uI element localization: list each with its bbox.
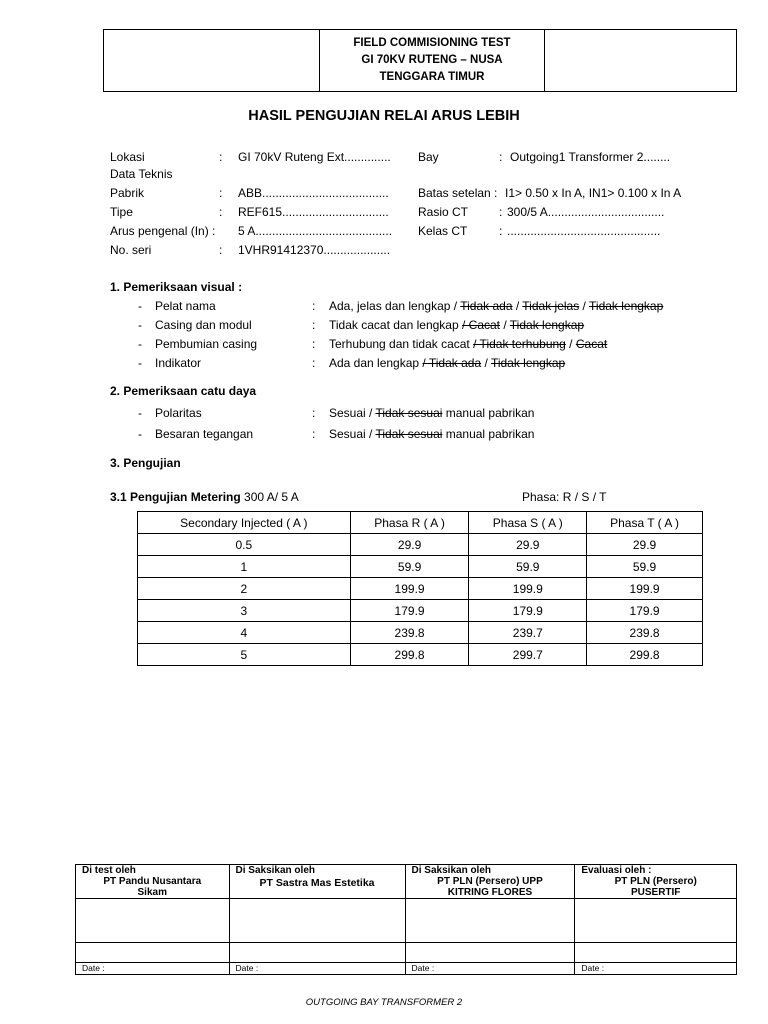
colon: : [499,205,503,219]
colon: : [219,186,223,200]
rasio-value: 300/5 A................................... [507,205,665,219]
signatory-org: PT PLN (Persero) UPP [437,876,543,887]
signature-date-cell[interactable]: Date : [76,963,230,975]
tipe-value: REF615................................ [238,205,389,219]
seri-value: 1VHR91412370.................... [238,243,391,257]
check-item-label: Indikator [155,356,202,370]
bullet-dash: - [138,406,142,420]
signatory-org: PT PLN (Persero) [614,876,697,887]
separator: / [512,299,523,313]
struck-option: Tidak lengkap [490,356,566,370]
metering-cell: 59.9 [469,556,587,578]
pabrik-value: ABB...................................... [238,186,389,200]
signatory-org-line2: KITRING FLORES [447,887,533,898]
signatory-role: Di Saksikan oleh [235,865,315,876]
bullet-dash: - [138,337,142,351]
section-2-heading: 2. Pemeriksaan catu daya [110,384,257,398]
metering-cell: 299.7 [469,644,587,666]
struck-option: Tidak lengkap [509,318,585,332]
batas-value: I1> 0.50 x In A, IN1> 0.100 x In A [505,186,682,200]
metering-cell: 59.9 [587,556,703,578]
table-row [138,556,703,578]
metering-cell: 0.5 [138,534,351,556]
kelas-label: Kelas CT [418,224,468,238]
selected-option: Ada dan lengkap [329,356,420,370]
struck-option: Cacat [575,337,608,351]
signature-date-cell[interactable]: Date : [575,963,737,975]
struck-option: Tidak sesuai [375,427,443,441]
check-item-value [329,318,584,332]
bullet-dash: - [138,299,142,313]
ct-ratio: 300 A/ 5 A [240,490,299,504]
check-item-label: Polaritas [155,406,202,420]
signature-blank-cell[interactable] [575,943,737,963]
metering-cell: 1 [138,556,351,578]
signature-blank-cell[interactable] [76,899,230,943]
signatory-org: PT Pandu Nusantara [103,876,202,887]
header-line-3: TENGGARA TIMUR [379,71,485,83]
separator: / [565,337,576,351]
batas-label: Batas setelan [418,186,491,200]
metering-cell: 4 [138,622,351,644]
section-1-heading: 1. Pemeriksaan visual : [110,280,243,294]
colon: : [499,224,503,238]
struck-option: Tidak jelas [522,299,580,313]
table-row [138,600,703,622]
metering-cell: 199.9 [587,578,703,600]
phasa-label: Phasa: R / S / T [522,490,607,504]
header-title-cell [319,30,545,91]
bay-label: Bay [418,150,439,164]
signature-table [75,864,737,975]
signature-header-cell [575,865,737,899]
metering-cell: 59.9 [350,556,469,578]
metering-cell: 2 [138,578,351,600]
arus-value: 5 A......................................... [238,224,393,238]
metering-cell: 299.8 [350,644,469,666]
struck-option: / Cacat [461,318,500,332]
metering-cell: 179.9 [350,600,469,622]
metering-cell: 3 [138,600,351,622]
colon: : [312,337,316,351]
selected-option: Terhubung dan tidak cacat [329,337,470,351]
header-box [103,29,737,92]
signature-blank-cell[interactable] [405,899,575,943]
metering-cell: 199.9 [469,578,587,600]
page-footer: OUTGOING BAY TRANSFORMER 2 [305,997,463,1008]
separator: / [500,318,510,332]
check-item-label: Besaran tegangan [155,427,254,441]
colon: : [312,318,316,332]
arus-label: Arus pengenal (In) : [110,224,216,238]
struck-option: Tidak sesuai [375,406,443,420]
selected-option: Sesuai / [329,406,376,420]
signature-date-cell[interactable]: Date : [405,963,575,975]
metering-cell: 29.9 [587,534,703,556]
metering-table [137,511,703,666]
struck-option: Tidak ada [460,299,513,313]
table-row [138,578,703,600]
header-line-2: GI 70KV RUTENG – NUSA [361,54,503,66]
check-item-value [329,356,565,370]
metering-cell: 179.9 [469,600,587,622]
tipe-label: Tipe [110,205,133,219]
separator: / [450,299,461,313]
metering-header-cell: Phasa S ( A ) [469,512,587,534]
option-suffix: manual pabrikan [442,427,535,441]
colon: : [312,427,316,441]
signature-blank-cell[interactable] [575,899,737,943]
metering-cell: 239.8 [587,622,703,644]
colon: : [312,406,316,420]
check-item-label: Pelat nama [155,299,216,313]
header-line-1: FIELD COMMISIONING TEST [353,37,511,49]
table-row [138,622,703,644]
signature-header-cell [76,865,230,899]
check-item-value [329,406,534,420]
metering-header-cell: Phasa T ( A ) [587,512,703,534]
bullet-dash: - [138,356,142,370]
section-3-heading: 3. Pengujian [110,456,181,470]
kelas-value: .............................................. [507,224,661,238]
signatory-org-line2: PUSERTIF [630,887,681,898]
table-row [138,644,703,666]
data-teknis-label: Data Teknis [110,167,173,181]
signatory-org-line2: Sikam [137,887,167,898]
separator: / [481,356,491,370]
selected-option: Tidak cacat dan lengkap [329,318,459,332]
colon: : [494,186,498,200]
signature-blank-cell[interactable] [229,899,405,943]
metering-cell: 239.7 [469,622,587,644]
bay-value: Outgoing1 Transformer 2........ [510,150,671,164]
check-item-label: Casing dan modul [155,318,252,332]
lokasi-label: Lokasi [110,150,145,164]
check-item-value [329,337,607,351]
signatory-org: PT Sastra Mas Estetika [259,877,375,889]
struck-option: / Tidak ada [422,356,482,370]
colon: : [219,205,223,219]
lokasi-value: GI 70kV Ruteng Ext.............. [238,150,391,164]
section-3-1-heading [110,490,299,504]
signature-blank-cell[interactable] [405,943,575,963]
metering-header-cell: Phasa R ( A ) [350,512,469,534]
separator: / [579,299,590,313]
check-item-label: Pembumian casing [155,337,258,351]
signatory-role: Evaluasi oleh : [581,865,652,876]
metering-cell: 29.9 [469,534,587,556]
colon: : [219,150,223,164]
metering-cell: 179.9 [587,600,703,622]
page-title: HASIL PENGUJIAN RELAI ARUS LEBIH [248,108,520,124]
metering-cell: 299.8 [587,644,703,666]
metering-cell: 199.9 [350,578,469,600]
colon: : [312,356,316,370]
metering-header-cell: Secondary Injected ( A ) [138,512,351,534]
option-suffix: manual pabrikan [442,406,535,420]
bullet-dash: - [138,318,142,332]
signatory-role: Di Saksikan oleh [411,865,492,876]
rasio-label: Rasio CT [418,205,469,219]
check-item-value [329,427,534,441]
struck-option: Tidak lengkap [589,299,664,313]
selected-option: Ada, jelas dan lengkap [329,299,451,313]
colon: : [219,243,223,257]
section-3-1-title: 3.1 Pengujian Metering [110,490,241,504]
colon: : [312,299,316,313]
bullet-dash: - [138,427,142,441]
signature-header-cell [405,865,575,899]
struck-option: / Tidak terhubung [473,337,566,351]
pabrik-label: Pabrik [110,186,145,200]
seri-label: No. seri [110,243,152,257]
metering-cell: 5 [138,644,351,666]
signature-header-cell [229,865,405,899]
metering-cell: 239.8 [350,622,469,644]
signature-date-cell[interactable]: Date : [229,963,405,975]
signatory-role: Di test oleh [82,865,136,876]
table-row [138,534,703,556]
signature-blank-cell[interactable] [76,943,230,963]
colon: : [499,150,503,164]
check-item-value [329,299,663,313]
signature-blank-cell[interactable] [229,943,405,963]
selected-option: Sesuai / [329,427,376,441]
metering-cell: 29.9 [350,534,469,556]
